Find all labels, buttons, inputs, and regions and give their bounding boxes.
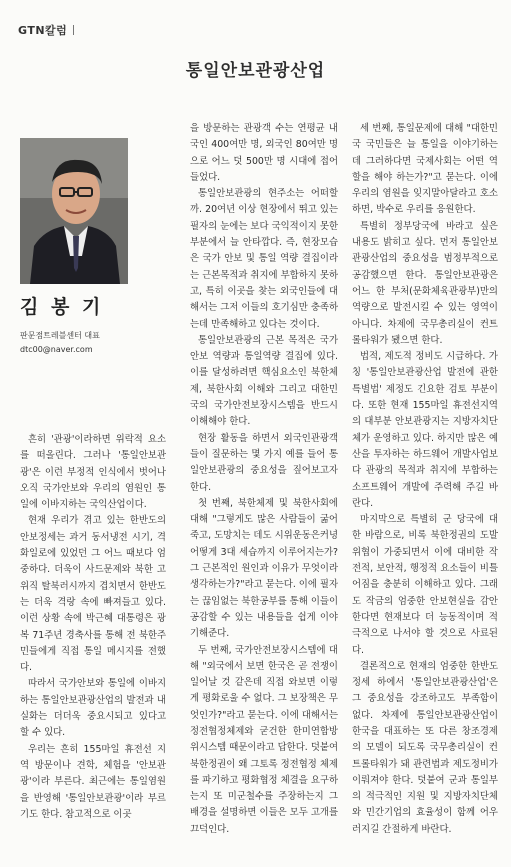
paragraph: 법적, 제도적 정비도 시급하다. 가칭 '통일안보관광산업 발전에 관한 특별법' 제정도 긴요한 검토 부분이다. 또한 현재 155마일 휴전선지역의 대부분 안보관광지는 지방자치단체가 운영하고 있다. 하지만 많은 예산을 투자하는 하드웨어 개발사업보다 관광의 목적과 취지에 부합하는 소프트웨어 개발에 주력해 주길 바란다. (352, 351, 498, 509)
paragraph: 두 번째, 국가안전보장시스템에 대해 "외국에서 보면 한국은 곧 전쟁이 일어날 것 같은데 직접 와보면 이렇게 평화로울 수 없다. 그 보장책은 무엇인가?"라고 묻는다. 이에 대해서는 정전협정체제와 굳건한 한미연합방위시스템 때문이라고 답한다. 덧붙여 북한정권이 왜 그토록 정전협정 체제를 파기하고 평화협정 체결을 요구하는지 또 미군철수를 주장하는지 그 배경을 설명하면 이들은 모두 고개를 끄덕인다. (190, 644, 338, 835)
article-column-2 (190, 121, 338, 838)
paragraph: 현재 우리가 겪고 있는 한반도의 안보정세는 과거 동서냉전 시기, 격화일로에 있었던 그 어느 때보다 엄중하다. 더욱이 사드문제와 북한 고위직 탈북러시까지 겹치면서 한반도는 더욱 격랑 속에 빠져들고 있다. 이런 상황 속에 박근혜 대통령은 광복 71주년 경축사를 통해 전 북한주민들에게 직접 통일 메시지를 전했다. (20, 515, 166, 674)
paragraph: 결론적으로 현재의 엄중한 한반도 정세 하에서 '통일안보관광산업'은 그 중요성을 강조하고도 부족함이 없다. 차제에 통일안보관광산업이 한국을 대표하는 또 다른 창조경제의 모델이 되도록 국무총리실이 컨트롤타워가 돼 관련법과 제도정비가 이뤄져야 한다. 덧붙여 군과 통일부의 적극적인 지원 및 지방자치단체와 민간기업의 효율성이 함께 어우러지길 간절하게 바란다. (352, 660, 498, 835)
section-label: 칼럼 (45, 24, 68, 37)
section-header (18, 22, 74, 38)
paragraph: 통일안보관광의 현주소는 어떠할까. 20여년 이상 현장에서 뛰고 있는 필자의 눈에는 보다 국익적이지 못한 부분에서 늘 안타깝다. 즉, 현장모습은 국가 안보 및 통일 역량 결집이라는 근본목적과 취지에 부합하지 못하고, 특히 이곳을 찾는 외국인들에 대해서는 그저 이들의 호기심만 충족하는데 만족해하고 있다는 것이다. (190, 188, 338, 330)
paragraph: 우리는 흔히 155마일 휴전선 지역 방문이나 견학, 체험을 '안보관광'이라 부른다. 최근에는 통일염원을 반영해 '통일안보관광'이라 부르기도 한다. 참고적으로 이곳 (20, 743, 166, 820)
article-title: 통일안보관광산업 (185, 61, 326, 81)
paragraph: 세 번째, 통일문제에 대해 "대한민국 국민들은 늘 통일을 이야기하는 데 그러하다면 국제사회는 어떤 역할을 해야 하는가?"고 묻는다. 이에 우리의 염원을 잊지말아달라고 호소하면, 박수로 우리를 응원한다. (352, 123, 498, 216)
author-photo (20, 138, 128, 284)
author-title: 판문점트레블센터 대표 (20, 331, 100, 340)
article-column-1 (20, 432, 166, 823)
paragraph: 따라서 국가안보와 통일에 이바지하는 통일안보관광산업의 발전과 내실화는 더더욱 중요시되고 있다고 할 수 있다. (20, 678, 166, 739)
author-name: 김 봉 기 (20, 296, 104, 318)
author-email: dtc00@naver.com (20, 345, 93, 354)
author-portrait-icon (20, 138, 128, 284)
paragraph: 마지막으로 특별히 군 당국에 대한 바람으로, 비록 북한정권의 도발위협이 가중되면서 이에 대비한 작전적, 보안적, 행정적 요소들이 비틀어짐을 충분히 이해하고 있다. 그래도 작금의 엄중한 안보현실을 감안한다면 현재보다 더 능동적이며 적극적으로 나서야 할 것으로 사료된다. (352, 514, 498, 656)
paragraph: 첫 번째, 북한체제 및 북한사회에 대해 "그렇게도 많은 사람들이 굶어죽고, 도망치는 데도 시위운동은커녕 어떻게 3대 세습까지 이루어지는가? 그 근본적인 원인과 이유가 무엇이라 생각하는가?"라고 묻는다. 이에 필자는 끊임없는 북한공부를 통해 이들이 공감할 수 있는 내용들을 쉽게 이야기해준다. (190, 497, 338, 640)
paragraph: 흔히 '관광'이라하면 위락적 요소를 떠올린다. 그러나 '통일안보관광'은 이런 부정적 인식에서 벗어나 오직 국가안보와 우리의 염원인 통일에 이바지하는 국익산업이다. (20, 434, 166, 511)
paragraph: 통일안보관광의 근본 목적은 국가안보 역량과 통일역량 결집에 있다. 이를 달성하려면 핵심요소인 북한체제, 북한사회 이해와 그리고 대한민국의 국가안전보장시스템을 반드시 이해해야 한다. (190, 334, 338, 428)
paragraph: 특별히 정부당국에 바라고 싶은 내용도 밝히고 싶다. 먼저 통일안보관광산업의 중요성을 범정부적으로 공감했으면 한다. 통일안보관광은 어느 한 부처(문화체육관광부)만의 역량으로 발전시킬 수 있는 영역이 아니다. 차제에 국무총리실이 컨트롤타워가 됐으면 한다. (352, 220, 498, 346)
paragraph: 을 방문하는 관광객 수는 연평균 내국인 400여만 명, 외국인 80여만 명으로 어느 덧 500만 명 시대에 접어들었다. (190, 123, 338, 183)
header-divider (73, 25, 74, 35)
brand-label: GTN (18, 24, 46, 37)
paragraph: 현장 활동을 하면서 외국인관광객들이 질문하는 몇 가지 예를 들어 통일안보관광의 중요성을 짚어보고자 한다. (190, 432, 338, 493)
article-column-3 (352, 121, 498, 838)
